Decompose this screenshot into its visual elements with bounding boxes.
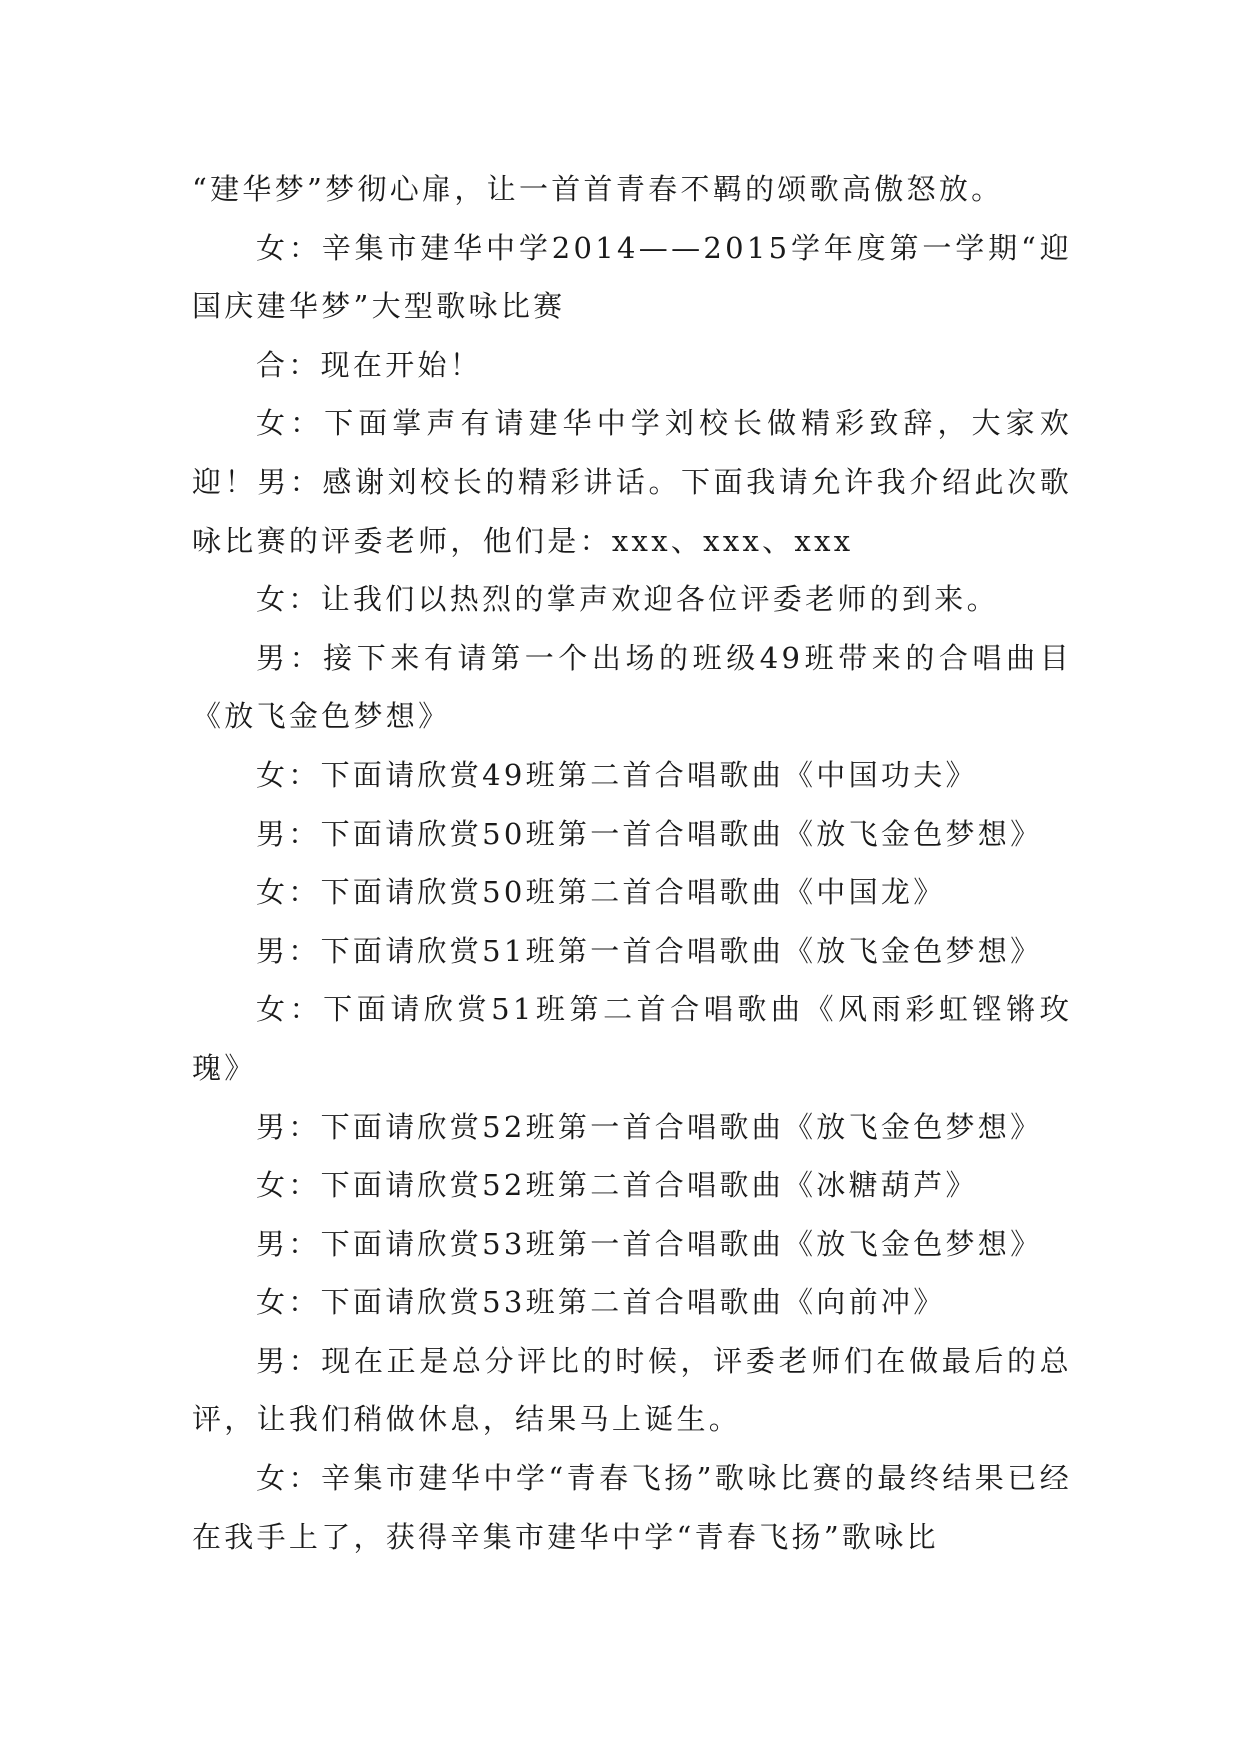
paragraph-7: 女：下面请欣赏49班第二首合唱歌曲《中国功夫》 <box>256 757 978 792</box>
paragraph-8: 男：下面请欣赏50班第一首合唱歌曲《放飞金色梦想》 <box>256 816 1043 851</box>
paragraph-6: 男：接下来有请第一个出场的班级49班带来的合唱曲目《放飞金色梦想》 <box>192 640 1072 734</box>
paragraph-3: 合：现在开始！ <box>256 347 483 382</box>
paragraph-4: 女：下面掌声有请建华中学刘校长做精彩致辞，大家欢迎！男：感谢刘校长的精彩讲话。下面我请允许我介绍此次歌咏比赛的评委老师，他们是：xxx、xxx、xxx <box>192 406 1072 558</box>
paragraph-17: 女：辛集市建华中学“青春飞扬”歌咏比赛的最终结果已经在我手上了，获得辛集市建华中学“青春飞扬”歌咏比 <box>192 1461 1072 1554</box>
paragraph-1: “建华梦”梦彻心扉，让一首首青春不羁的颂歌高傲怒放。 <box>192 172 1004 206</box>
paragraph-10: 男：下面请欣赏51班第一首合唱歌曲《放飞金色梦想》 <box>256 933 1043 968</box>
paragraph-5: 女：让我们以热烈的掌声欢迎各位评委老师的到来。 <box>256 582 999 617</box>
paragraph-12: 男：下面请欣赏52班第一首合唱歌曲《放飞金色梦想》 <box>256 1109 1043 1144</box>
paragraph-14: 男：下面请欣赏53班第一首合唱歌曲《放飞金色梦想》 <box>256 1226 1043 1261</box>
paragraph-13: 女：下面请欣赏52班第二首合唱歌曲《冰糖葫芦》 <box>256 1168 978 1203</box>
document-body <box>192 160 1072 1566</box>
paragraph-2: 女：辛集市建华中学2014——2015学年度第一学期“迎国庆建华梦”大型歌咏比赛 <box>192 230 1072 324</box>
paragraph-15: 女：下面请欣赏53班第二首合唱歌曲《向前冲》 <box>256 1285 946 1320</box>
paragraph-9: 女：下面请欣赏50班第二首合唱歌曲《中国龙》 <box>256 875 946 910</box>
paragraph-16: 男：现在正是总分评比的时候，评委老师们在做最后的总评，让我们稍做休息，结果马上诞生。 <box>192 1343 1072 1437</box>
paragraph-11: 女：下面请欣赏51班第二首合唱歌曲《风雨彩虹铿锵玫瑰》 <box>192 992 1072 1085</box>
